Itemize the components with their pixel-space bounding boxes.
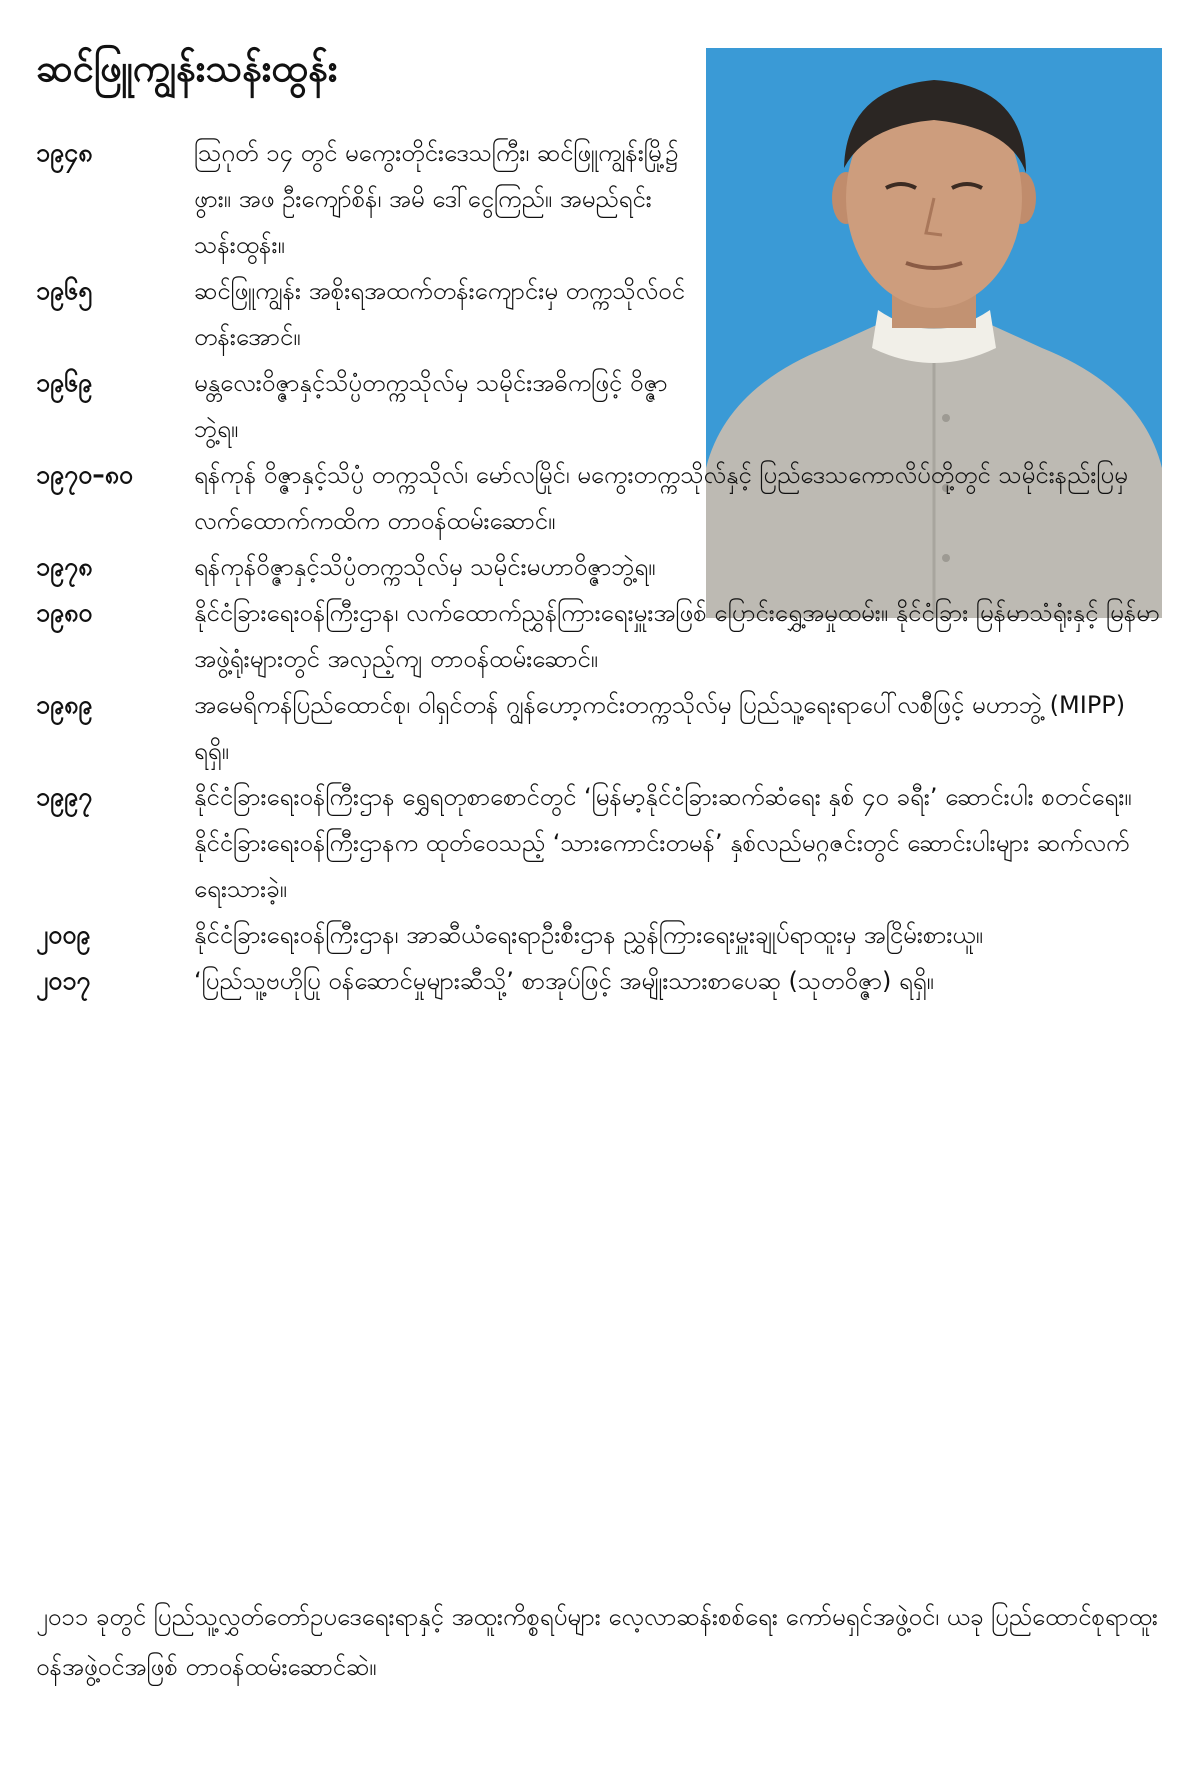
timeline-year: ၁၉၄၈ (36, 138, 93, 167)
timeline-year: ၁၉၆၉ (36, 368, 93, 397)
timeline-year: ၁၉၇၀–၈၀ (36, 460, 134, 489)
timeline-entry (36, 268, 1166, 360)
timeline-entry (36, 590, 1166, 682)
timeline-year: ၁၉၆၅ (36, 276, 93, 305)
biography-timeline (36, 130, 1166, 1004)
timeline-text: နိုင်ငံခြားရေးဝန်ကြီးဌာန ရွှေရတုစာစောင်တွင် ‘မြန်မာ့နိုင်ငံခြားဆက်ဆံရေး နှစ် ၄၀ ခရီး’ ဆောင်းပါး စတင်ရေး။ နိုင်ငံခြားရေးဝန်ကြီးဌာနက ထုတ်ဝေသည့် ‘သားကောင်းတမန်’ နှစ်လည်မဂ္ဂဇင်းတွင် ဆောင်းပါးများ ဆက်လက်ရေးသားခဲ့။ (194, 783, 1132, 903)
timeline-year: ၁၉၈၉ (36, 690, 93, 719)
timeline-entry (36, 682, 1166, 774)
timeline-year: ၂၀၀၉ (36, 920, 91, 949)
timeline-entry (36, 544, 1166, 590)
timeline-text: မန္တလေးဝိဇ္ဇာနှင့်သိပ္ပံတက္ကသိုလ်မှ သမိုင်းအဓိကဖြင့် ဝိဇ္ဇာဘွဲ့ရ။ (194, 369, 668, 443)
timeline-entry (36, 360, 1166, 452)
timeline-entry (36, 774, 1166, 912)
page-title: ဆင်ဖြူကျွန်းသန်းထွန်း (36, 46, 338, 90)
timeline-text: ရန်ကုန် ဝိဇ္ဇာနှင့်သိပ္ပံ တက္ကသိုလ်၊ မော်လမြိုင်၊ မကွေးတက္ကသိုလ်နှင့် ပြည်ဒေသကောလိပ်တို့တွင် သမိုင်းနည်းပြမှ လက်ထောက်ကထိက တာဝန်ထမ်းဆောင်။ (194, 461, 1128, 535)
timeline-text: ‘ပြည်သူ့ဗဟိုပြု ဝန်ဆောင်မှုများဆီသို့’ စာအုပ်ဖြင့် အမျိုးသားစာပေဆု (သုတဝိဇ္ဇာ) ရရှိ။ (194, 967, 934, 995)
timeline-year: ၂၀၁၇ (36, 966, 91, 995)
timeline-entry (36, 452, 1166, 544)
timeline-text: အမေရိကန်ပြည်ထောင်စု၊ ဝါရှင်တန် ဂျွန်ဟော့ကင်းတက္ကသိုလ်မှ ပြည်သူ့ရေးရာပေါ်လစီဖြင့် မဟာဘွဲ့ (MIPP) ရရှိ။ (194, 691, 1126, 765)
timeline-text: ရန်ကုန်ဝိဇ္ဇာနှင့်သိပ္ပံတက္ကသိုလ်မှ သမိုင်းမဟာဝိဇ္ဇာဘွဲ့ရ။ (194, 553, 656, 581)
timeline-text: နိုင်ငံခြားရေးဝန်ကြီးဌာန၊ အာဆီယံရေးရာဦးစီးဌာန ညွှန်ကြားရေးမှူးချုပ်ရာထူးမှ အငြိမ်းစားယူ။ (194, 921, 983, 949)
timeline-year: ၁၉၉၇ (36, 782, 93, 811)
timeline-entry (36, 958, 1166, 1004)
timeline-text: နိုင်ငံခြားရေးဝန်ကြီးဌာန၊ လက်ထောက်ညွှန်ကြားရေးမှူးအဖြစ် ပြောင်းရွှေ့အမှုထမ်း။ နိုင်ငံခြား မြန်မာသံရုံးနှင့် မြန်မာအဖွဲ့ရုံးများတွင် အလှည့်ကျ တာဝန်ထမ်းဆောင်။ (194, 599, 1160, 673)
timeline-entry (36, 130, 1166, 268)
timeline-year: ၁၉၇၈ (36, 552, 93, 581)
current-position-paragraph: ၂၀၁၁ ခုတွင် ပြည်သူ့လွှတ်တော်ဥပဒေရေးရာနှင့် အထူးကိစ္စရပ်များ လေ့လာဆန်းစစ်ရေး ကော်မရှင်အဖွဲ့ဝင်၊ ယခု ပြည်ထောင်စုရာထူးဝန်အဖွဲ့ဝင်အဖြစ် တာဝန်ထမ်းဆောင်ဆဲ။ (36, 1603, 1158, 1681)
timeline-entry (36, 912, 1166, 958)
timeline-text: ဩဂုတ် ၁၄ တွင် မကွေးတိုင်းဒေသကြီး၊ ဆင်ဖြူကျွန်းမြို့၌ ဖွား။ အဖ ဦးကျော်စိန်၊ အမိ ဒေါ်ငွေကြည်။ အမည်ရင်း သန်းထွန်း။ (194, 139, 679, 259)
timeline-year: ၁၉၈၀ (36, 598, 93, 627)
timeline-text: ဆင်ဖြူကျွန်း အစိုးရအထက်တန်းကျောင်းမှ တက္ကသိုလ်ဝင်တန်းအောင်။ (194, 277, 685, 351)
